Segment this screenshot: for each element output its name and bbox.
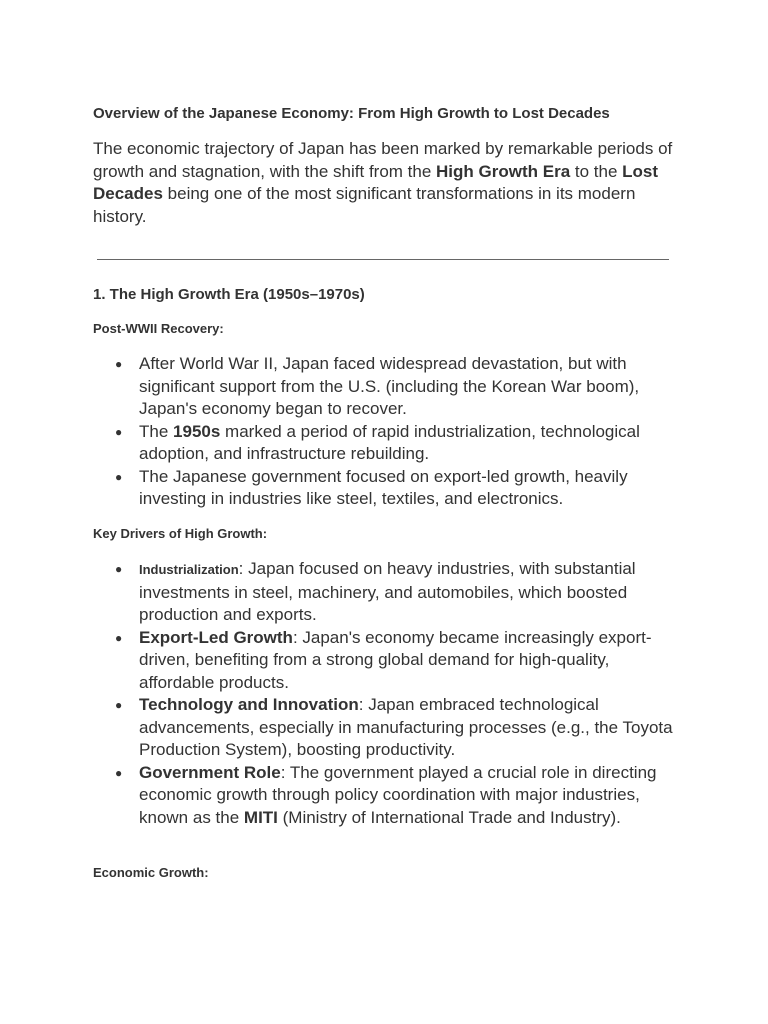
intro-text: The economic trajectory of Japan has been marked by remarkable periods of growth and stagnation, with the shift from the [93, 139, 673, 181]
list-item [115, 466, 685, 511]
list-item-text: : Japan embraced technological advancements, especially in manufacturing processes (e.g., the Toyota Production System), boosting productivity. [139, 695, 673, 759]
list-item-emphasis: 1950s [173, 421, 221, 441]
list-item-term: Technology and Innovation [139, 695, 359, 714]
intro-text: being one of the most significant transformations in its modern history. [93, 184, 636, 226]
recovery-bullet-list [115, 353, 685, 511]
intro-text: to the [570, 161, 623, 181]
list-item [115, 421, 685, 466]
horizontal-divider [97, 259, 669, 260]
list-item [115, 558, 685, 627]
intro-emphasis-high-growth: High Growth Era [436, 161, 571, 181]
list-item [115, 353, 685, 421]
list-item-text: The Japanese government focused on export-led growth, heavily investing in industries like steel, textiles, and electronics. [139, 466, 628, 508]
subheading-economic-growth: Economic Growth: [93, 865, 209, 880]
subheading-key-drivers: Key Drivers of High Growth: [93, 526, 268, 541]
list-item-text: The [139, 421, 174, 441]
list-item-text: : The government played a crucial role in directing economic growth through policy coordination with major industries, known as the [139, 762, 657, 827]
intro-emphasis-lost-decades: Lost Decades [93, 161, 659, 203]
list-item-term: Export-Led Growth [139, 627, 293, 647]
list-item-text: (Ministry of International Trade and Industry). [277, 807, 621, 827]
list-item-text: marked a period of rapid industrialization, technological adoption, and infrastructure rebuilding. [139, 421, 640, 463]
list-item-text: After World War II, Japan faced widespread devastation, but with significant support from the U.S. (including the Korean War boom), Japan's economy began to recover. [139, 354, 640, 418]
list-item [115, 627, 685, 695]
drivers-bullet-list [115, 558, 685, 829]
subheading-post-wwii-recovery: Post-WWII Recovery: [93, 321, 224, 336]
list-item-text: : Japan's economy became increasingly export-driven, benefiting from a strong global demand for high-quality, affordable products. [139, 627, 652, 692]
intro-paragraph [93, 138, 683, 228]
list-item-term: Industrialization [139, 562, 239, 577]
list-item-emphasis: MITI [243, 807, 278, 827]
list-item [115, 762, 685, 830]
section-heading-high-growth: 1. The High Growth Era (1950s–1970s) [93, 286, 365, 303]
document-title: Overview of the Japanese Economy: From High Growth to Lost Decades [93, 105, 610, 122]
list-item-text: : Japan focused on heavy industries, with substantial investments in steel, machinery, and automobiles, which boosted production and exports. [139, 559, 636, 624]
list-item [115, 694, 685, 762]
list-item-term: Government Role [139, 762, 281, 782]
